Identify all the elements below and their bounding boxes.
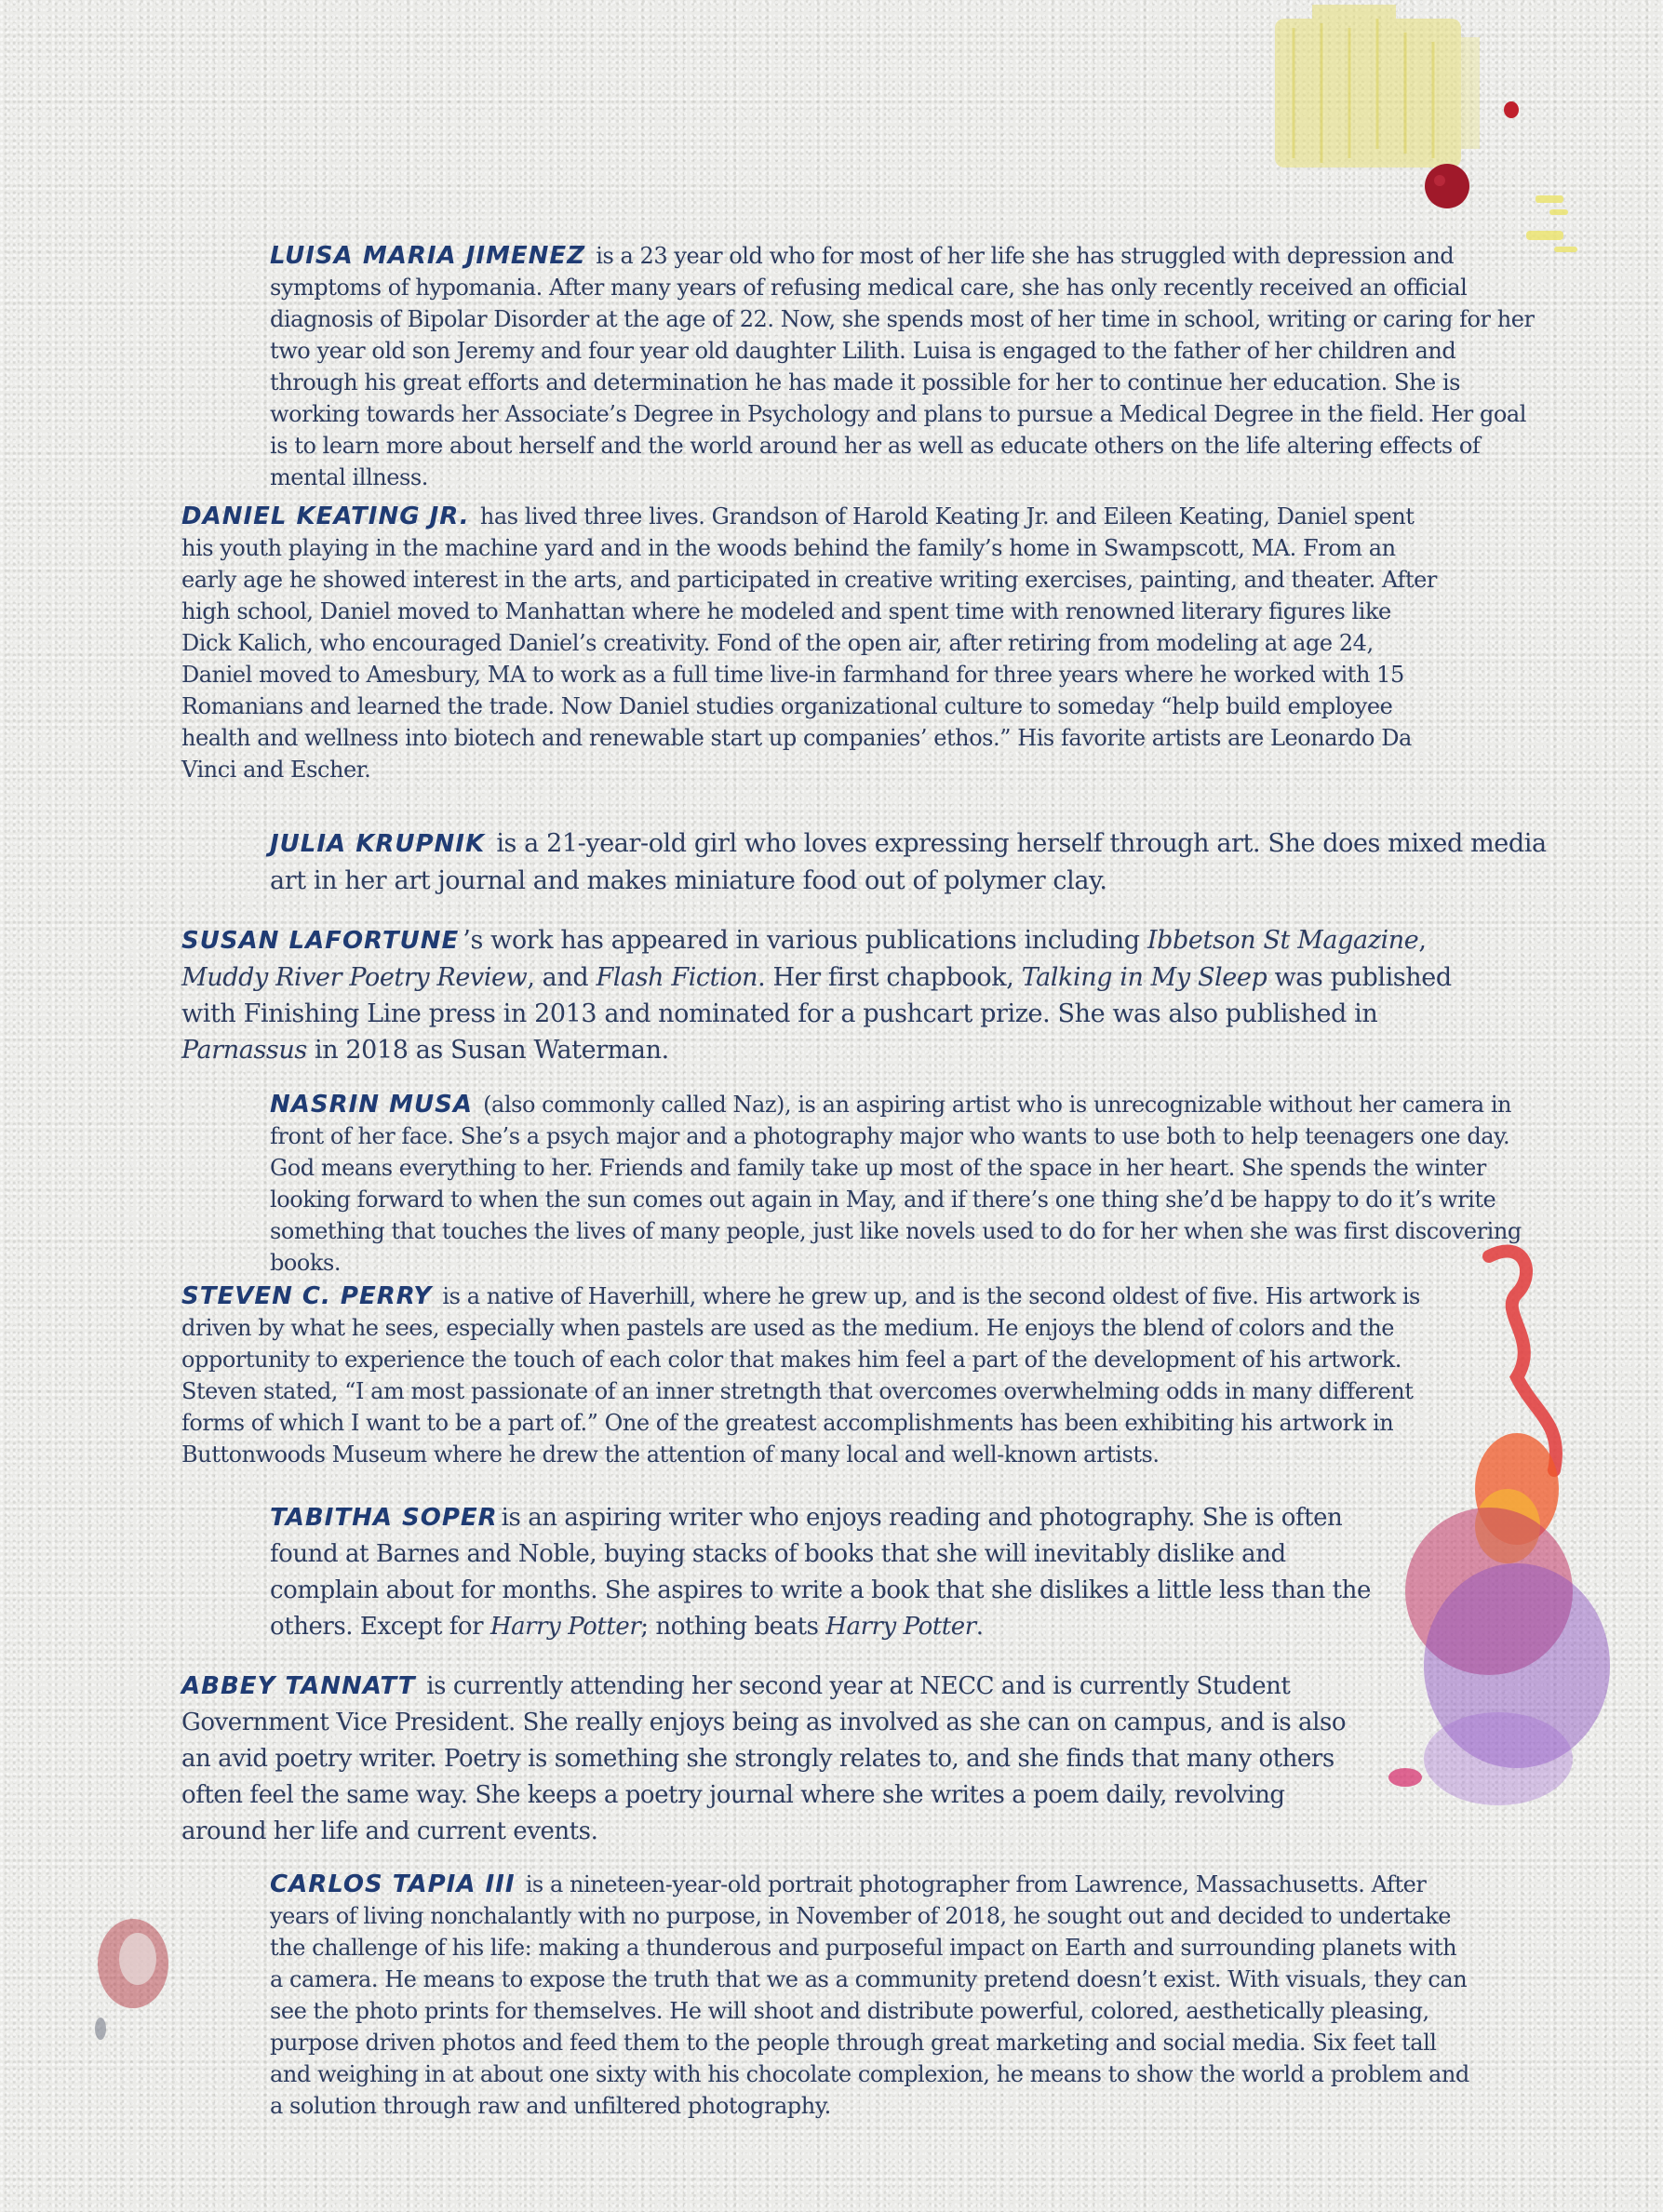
contributor-name: LUISA MARIA JIMENEZ — [270, 242, 586, 270]
bio-text: was published with Finishing Line press in 2013 and nominated for a pushcart prize. She was also published in — [181, 963, 1452, 1028]
bio-text: ; nothing beats — [640, 1613, 826, 1641]
book-title: Harry Potter — [825, 1613, 976, 1641]
red-paint-smudge — [82, 1908, 184, 2047]
bio-text: is currently attending her second year at NECC and is currently Student Government Vice President. She really enjoys being as involved as she can on campus, and is also an avid poetry writer. Poetry is something she strongly relates to, and she finds that many others often feel the same way. She keeps a poetry journal where she writes a poem daily, revolving around her life and current events. — [181, 1672, 1347, 1845]
bio-text: , — [1418, 926, 1427, 955]
bio-steven-c-perry — [181, 1280, 1447, 1470]
contributor-name: SUSAN LAFORTUNE — [181, 927, 460, 955]
bio-text: ’s work has appeared in various publications including — [463, 926, 1147, 955]
bio-text: . Her first chapbook, — [758, 963, 1022, 992]
red-ink-dot — [1500, 99, 1522, 121]
bio-daniel-keating-jr — [181, 501, 1442, 785]
bio-text: (also commonly called Naz), is an aspiring artist who is unrecognizable without her camera in front of her face. She’s a psych major and a photography major who wants to use both to help teenagers one day. God means everything to her. Friends and family take up most of the space in her heart. She spends the winter looking forward to when the sun comes out again in May, and if there’s one thing she’d be happy to do it’s write something that touches the lives of many people, just like novels used to do for her when she was first discovering books. — [270, 1092, 1522, 1276]
bio-text: is an aspiring writer who enjoys reading and photography. She is often found at Barnes and Noble, buying stacks of books that she will inevitably dislike and complain about for months. She aspires to write a book that she dislikes a little less than the others. Except for — [270, 1504, 1371, 1641]
publication-title: Ibbetson St Magazine — [1147, 926, 1419, 955]
book-title: Harry Potter — [490, 1613, 641, 1641]
yellow-paint-texture — [1256, 0, 1663, 279]
bio-nasrin-musa — [270, 1089, 1547, 1279]
bio-julia-krupnik — [270, 825, 1547, 899]
bio-luisa-maria-jimenez — [270, 240, 1543, 493]
bio-text: , and — [527, 963, 597, 992]
bio-text: is a 21-year-old girl who loves expressing herself through art. She does mixed media art in her art journal and makes miniature food out of polymer clay. — [270, 829, 1547, 895]
bio-tabitha-soper — [270, 1500, 1379, 1645]
red-ink-drop — [1419, 158, 1475, 214]
bio-text: in 2018 as Susan Waterman. — [306, 1036, 669, 1065]
bio-carlos-tapia-iii — [270, 1869, 1470, 2122]
bio-text: is a native of Haverhill, where he grew up, and is the second oldest of five. His artwork is driven by what he sees, especially when pastels are used as the medium. He enjoys the blend of colors and the opportunity to experience the touch of each color that makes him feel a part of the development of his artwork. Steven stated, “I am most passionate of an inner stretngth that overcomes overwhelming odds in many different forms of which I want to be a part of.” One of the greatest accomplishments has been exhibiting his artwork in Buttonwoods Museum where he drew the attention of many local and well-known artists. — [181, 1283, 1420, 1468]
publication-title: Muddy River Poetry Review — [181, 963, 528, 992]
contributor-name: NASRIN MUSA — [270, 1091, 473, 1119]
bio-text: has lived three lives. Grandson of Harold Keating Jr. and Eileen Keating, Daniel spent his youth playing in the machine yard and in the woods behind the family’s home in Swampscott, MA. From an early age he showed interest in the arts, and participated in creative writing exercises, painting, and theater. After high school, Daniel moved to Manhattan where he modeled and spent time with renowned literary figures like Dick Kalich, who encouraged Daniel’s creativity. Fond of the open air, after retiring from modeling at age 24, Daniel moved to Amesbury, MA to work as a full time live-in farmhand for three years where he worked with 15 Romanians and learned the trade. Now Daniel studies organizational culture to someday “help build employee health and wellness into biotech and renewable start up companies’ ethos.” His favorite artists are Leonardo Da Vinci and Escher. — [181, 503, 1437, 783]
contributor-name: JULIA KRUPNIK — [270, 830, 486, 858]
bio-text: . — [975, 1613, 984, 1641]
bio-text: is a nineteen-year-old portrait photographer from Lawrence, Massachusetts. After years of living nonchalantly with no purpose, in November of 2018, he sought out and decided to undertake the challenge of his life: making a thunderous and purposeful impact on Earth and surrounding planets with a camera. He means to expose the truth that we as a community pretend doesn’t exist. With visuals, they can see the photo prints for themselves. He will shoot and distribute powerful, colored, aesthetically pleasing, purpose driven photos and feed them to the people through great marketing and social media. Six feet tall and weighing in at about one sixty with his chocolate complexion, he means to show the world a problem and a solution through raw and unfiltered photography. — [270, 1871, 1469, 2119]
bio-susan-lafortune — [181, 922, 1461, 1068]
contributor-name: TABITHA SOPER — [270, 1504, 498, 1532]
publication-title: Flash Fiction — [596, 963, 758, 992]
bio-abbey-tannatt — [181, 1669, 1359, 1850]
bio-text: is a 23 year old who for most of her life she has struggled with depression and symptoms of hypomania. After many years of refusing medical care, she has only recently received an official diagnosis of Bipolar Disorder at the age of 22. Now, she spends most of her time in school, writing or caring for her two year old son Jeremy and four year old daughter Lilith. Luisa is engaged to the father of her children and through his great efforts and determination he has made it possible for her to continue her education. She is working towards her Associate’s Degree in Psychology and plans to pursue a Medical Degree in the field. Her goal is to learn more about herself and the world around her as well as educate others on the life altering effects of mental illness. — [270, 243, 1535, 490]
contributor-name: ABBEY TANNATT — [181, 1672, 416, 1700]
contributor-name: STEVEN C. PERRY — [181, 1282, 433, 1310]
chapbook-title: Talking in My Sleep — [1021, 963, 1267, 992]
publication-title: Parnassus — [181, 1036, 307, 1065]
contributor-name: CARLOS TAPIA III — [270, 1870, 516, 1898]
contributor-name: DANIEL KEATING JR. — [181, 503, 470, 530]
